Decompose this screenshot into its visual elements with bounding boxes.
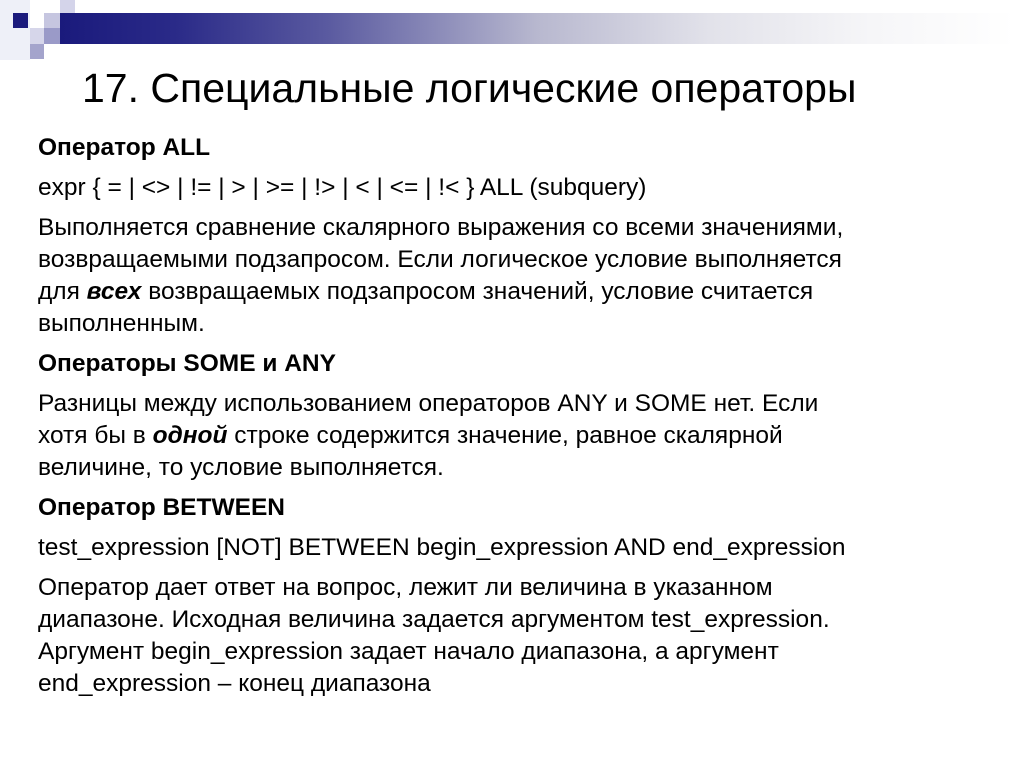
section-heading-between: Оператор BETWEEN [38, 494, 285, 521]
decor-square [30, 28, 44, 44]
emphasis-text: всех [86, 278, 142, 305]
description-line: end_expression – конец диапазона [38, 670, 431, 697]
description-line: диапазоне. Исходная величина задается аргументом test_expression. [38, 606, 830, 633]
syntax-all: expr { = | <> | != | > | >= | !> | < | <= | !< } ALL (subquery) [38, 174, 647, 201]
description-line [38, 420, 998, 452]
description-line: Аргумент begin_expression задает начало диапазона, а аргумент [38, 638, 779, 665]
syntax-between: test_expression [NOT] BETWEEN begin_expression AND end_expression [38, 534, 846, 561]
emphasis-text: одной [152, 422, 228, 449]
title-gradient-bar [60, 13, 1015, 44]
slide-title: 17. Специальные логические операторы [82, 65, 857, 111]
description-line: Выполняется сравнение скалярного выражения со всеми значениями, [38, 214, 844, 241]
description-line: возвращаемыми подзапросом. Если логическое условие выполняется [38, 246, 842, 273]
text-run: хотя бы в [38, 422, 153, 449]
decor-square [44, 28, 60, 44]
section-heading-some-any: Операторы SOME и ANY [38, 350, 336, 377]
section-heading-all: Оператор ALL [38, 134, 211, 161]
description-line: Разницы между использованием операторов ANY и SOME нет. Если [38, 390, 819, 417]
decor-square [0, 0, 30, 60]
decor-square-dark [13, 13, 28, 28]
decor-square [44, 13, 60, 28]
description-line: величине, то условие выполняется. [38, 454, 444, 481]
description-line [38, 276, 998, 308]
slide-body [38, 132, 998, 700]
text-run: возвращаемых подзапросом значений, условие считается [141, 278, 814, 305]
description-line: Оператор дает ответ на вопрос, лежит ли величина в указанном [38, 574, 773, 601]
description-line: выполненным. [38, 310, 205, 337]
decor-square [30, 44, 44, 59]
text-run: строке содержится значение, равное скалярной [227, 422, 783, 449]
decor-square [60, 0, 75, 13]
text-run: для [38, 278, 87, 305]
